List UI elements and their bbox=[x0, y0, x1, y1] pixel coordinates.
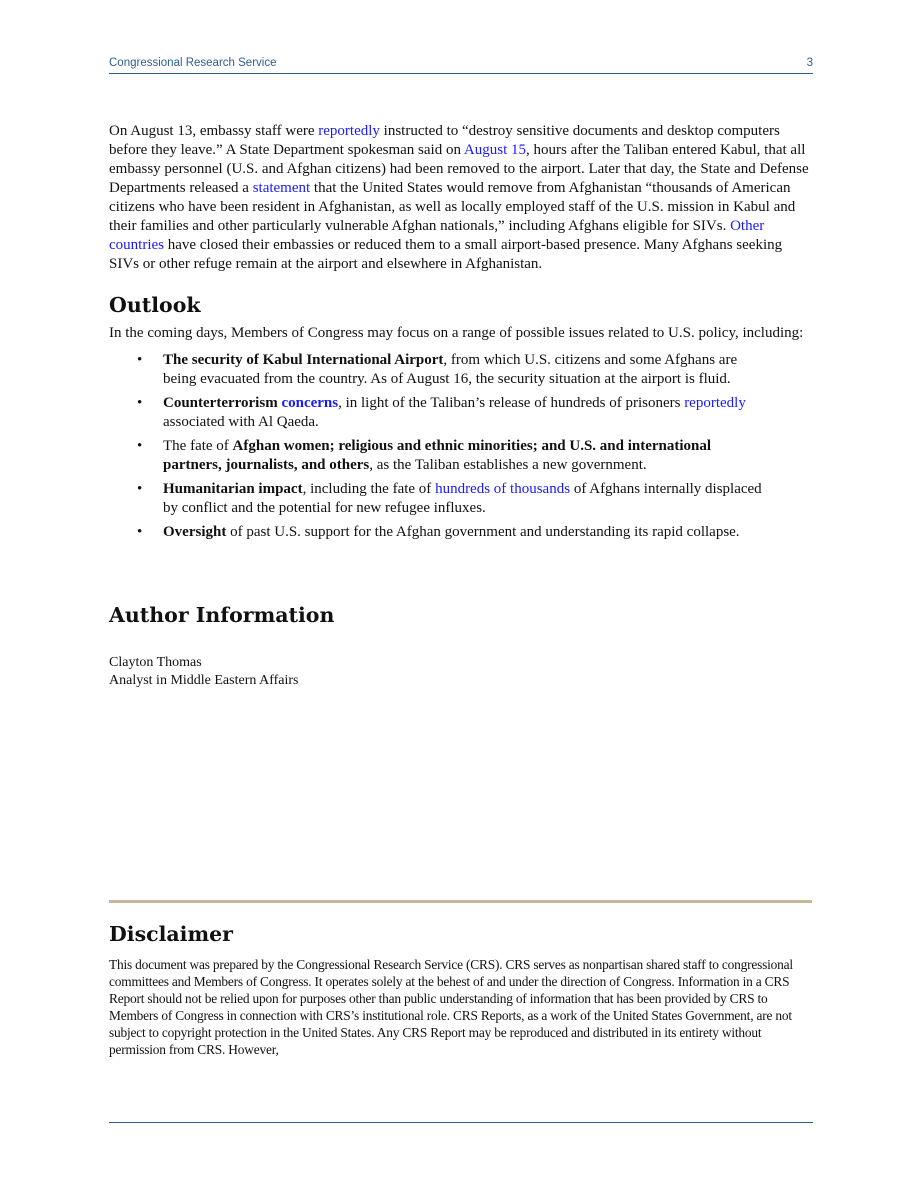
hundreds-of-thousands-link[interactable]: hundreds of thousands bbox=[435, 481, 571, 497]
outlook-heading: Outlook bbox=[109, 293, 201, 317]
bullet-icon: • bbox=[137, 352, 143, 368]
other-countries-link[interactable]: Other countries bbox=[109, 218, 765, 253]
author-block bbox=[109, 654, 815, 690]
bullet-text: associated with Al Qaeda. bbox=[163, 414, 319, 430]
reportedly-link[interactable]: reportedly bbox=[318, 123, 380, 139]
outlook-list bbox=[109, 351, 815, 542]
bullet-text: , as the Taliban establishes a new government. bbox=[369, 457, 647, 473]
bullet-text: The fate of bbox=[163, 438, 233, 454]
bullet-bold: Afghan women; religious and ethnic minorities; and U.S. and international partners, journalists, and others bbox=[163, 438, 712, 473]
para-text: instructed to “destroy sensitive documents and desktop computers before they leave.” A State Department spokesman said on bbox=[109, 123, 780, 158]
list-item bbox=[109, 437, 763, 475]
section-divider bbox=[109, 900, 812, 903]
embassy-paragraph bbox=[109, 122, 815, 274]
disclaimer-text: This document was prepared by the Congressional Research Service (CRS). CRS serves as nonpartisan shared staff to congressional committees and Members of Congress. It operates solely at the behest of and under the direction of Congress. Information in a CRS Report should not be relied upon for purposes other than public understanding of information that has been provided by CRS to Members of Congress in connection with CRS’s institutional role. CRS Reports, as a work of the United States Government, are not subject to copyright protection in the United States. Any CRS Report may be reproduced and distributed in its entirety without permission from CRS. However, bbox=[109, 957, 793, 1057]
bullet-text: , in light of the Taliban’s release of hundreds of prisoners bbox=[338, 395, 685, 411]
para-text: have closed their embassies or reduced them to a small airport-based presence. Many Afghans seeking SIVs or other refuge remain at the airport and elsewhere in Afghanistan. bbox=[109, 237, 783, 272]
bullet-text: of Afghans internally displaced by conflict and the potential for new refugee influxes. bbox=[163, 481, 762, 516]
bullet-text: , including the fate of bbox=[302, 481, 436, 497]
para-text: that the United States would remove from Afghanistan “thousands of American citizens who have been resident in Afghanistan, as well as locally employed staff of the U.S. mission in Kabul and their families and other particularly vulnerable Afghan nationals,” including Afghans eligible for SIVs. bbox=[109, 180, 796, 234]
page-number: 3 bbox=[806, 57, 813, 69]
header-org-name: Congressional Research Service bbox=[109, 57, 277, 69]
bullet-text: , from which U.S. citizens and some Afghans are being evacuated from the country. As of August 16, the security situation at the airport is fluid. bbox=[163, 352, 738, 387]
concerns-link[interactable] bbox=[281, 395, 338, 411]
footer-rule bbox=[109, 1122, 813, 1123]
statement-link[interactable]: statement bbox=[252, 180, 311, 196]
bullet-icon: • bbox=[137, 481, 143, 497]
para-text: On August 13, embassy staff were bbox=[109, 123, 319, 139]
bullet-icon: • bbox=[137, 524, 143, 540]
bullet-bold: The security of Kabul International Airport bbox=[163, 352, 444, 368]
outlook-intro: In the coming days, Members of Congress may focus on a range of possible issues related to U.S. policy, including: bbox=[109, 325, 804, 341]
author-heading: Author Information bbox=[109, 603, 335, 627]
bullet-bold: Counterterrorism bbox=[163, 395, 282, 411]
list-item bbox=[109, 394, 763, 432]
para-text: , hours after the Taliban entered Kabul, that all embassy personnel (U.S. and Afghan citizens) had been removed to the airport. Later that day, the State and Defense Departments released a bbox=[109, 142, 809, 196]
bullet-bold: Humanitarian impact bbox=[163, 481, 303, 497]
main-content bbox=[109, 122, 815, 690]
author-title: Analyst in Middle Eastern Affairs bbox=[109, 673, 299, 688]
bullet-bold: Oversight bbox=[163, 524, 227, 540]
list-item bbox=[109, 351, 763, 389]
bullet-text: of past U.S. support for the Afghan government and understanding its rapid collapse. bbox=[226, 524, 740, 540]
disclaimer-heading: Disclaimer bbox=[109, 922, 233, 946]
disclaimer-section bbox=[109, 921, 817, 1058]
concerns-link-text: concerns bbox=[281, 395, 339, 411]
bullet-icon: • bbox=[137, 438, 143, 454]
author-name: Clayton Thomas bbox=[109, 655, 202, 670]
list-item bbox=[109, 480, 763, 518]
august-15-link[interactable]: August 15 bbox=[463, 142, 526, 158]
reportedly-link-2[interactable]: reportedly bbox=[684, 395, 746, 411]
page-header bbox=[109, 55, 813, 74]
bullet-icon: • bbox=[137, 395, 143, 411]
list-item bbox=[109, 523, 763, 542]
